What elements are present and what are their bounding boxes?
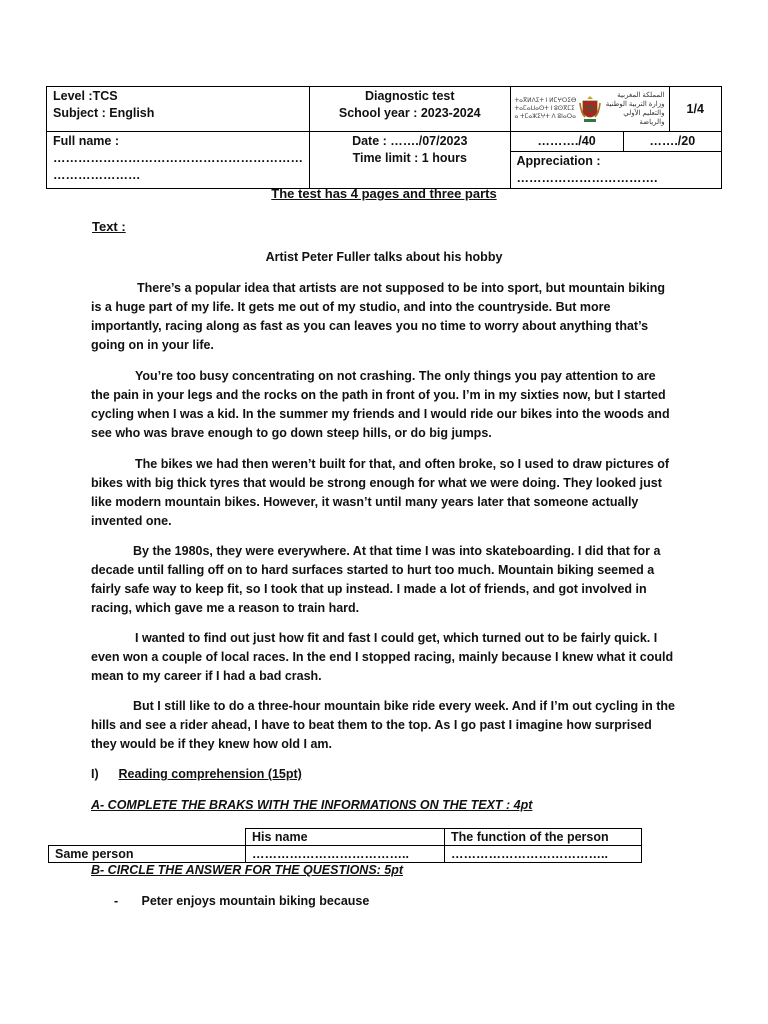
paragraph-3: The bikes we had then weren’t built for that, and often broke, so I used to draw pictures of bikes with big thick tyres that would be strong enough for what we were doing. They looked just like modern mountain bikes. However, it wasn’t until many years later that someone actually invented one. [91, 457, 670, 528]
score-20-cell: ……./20 [623, 132, 722, 152]
date-text: Date : ……./07/2023 [352, 134, 468, 148]
bullet-dash: - [114, 894, 119, 908]
name-dots-line-1: …………………………………………………… [53, 151, 303, 165]
paragraph-6: But I still like to do a three-hour mountain bike ride every week. And if I’m out cycling in the hills and see a rider ahead, I have to beat them to the top. As I go past I imagine how surprised they would be if they knew how old I am. [91, 699, 675, 751]
logo-tifinagh-text: ⵜⴰⴳⵍⴷⵉⵜ ⵏ ⵍⵎⵖⵔⵉⴱ ⵜⴰⵎⴰⵡⴰⵙⵜ ⵏ ⵓⵙⴳⵎⵉ ⴰ ⵜⵎⴰⵣⵉⵖⵜ ⴷ ⵓⵏⴰⵔⴰ [514, 98, 577, 120]
table-header-name: His name [246, 829, 445, 846]
table-header-function: The function of the person [445, 829, 642, 846]
table-cell [49, 829, 246, 846]
appreciation-cell: Appreciation : ……………………………. [510, 152, 722, 189]
task-a-instruction: A- COMPLETE THE BRAKS WITH THE INFORMATIONS ON THE TEXT : 4pt [91, 798, 533, 812]
header-table [46, 86, 722, 189]
section-number: I) [91, 767, 99, 781]
date-cell [310, 132, 511, 189]
ministry-logo-cell [510, 87, 669, 132]
score-40-cell: ………./40 [510, 132, 623, 152]
time-limit-text: Time limit : 1 hours [352, 151, 467, 165]
task-b-instruction: B- CIRCLE THE ANSWER FOR THE QUESTIONS: 5pt [91, 863, 404, 877]
section-label: Reading comprehension (15pt) [118, 767, 302, 781]
answer-table [48, 828, 642, 863]
page-number: 1/4 [669, 87, 722, 132]
subject-text: Subject : English [53, 106, 155, 120]
school-year: School year : 2023-2024 [338, 106, 481, 120]
question-item [114, 894, 369, 908]
function-answer-field[interactable]: ……………………………….. [445, 846, 642, 863]
logo-arabic-text: المملكة المغربية وزارة التربية الوطنية والتعليم الأولي والرياضة [605, 92, 665, 126]
text-label: Text : [92, 219, 126, 234]
section-reading-comprehension [91, 767, 302, 781]
test-title: Diagnostic test [364, 89, 455, 103]
question-text: Peter enjoys mountain biking because [141, 894, 370, 908]
paragraph-1: There’s a popular idea that artists are not supposed to be into sport, but mountain biking is a huge part of my life. It gets me out of my studio, and into the countryside. But more importantly, racing along as fast as you can leaves you no time to worry about anything that’s going on in your life. [91, 281, 666, 352]
table-row [49, 829, 642, 846]
row-label-same-person: Same person [49, 846, 246, 863]
paragraph-4: By the 1980s, they were everywhere. At that time I was into skateboarding. I did that for a decade until falling off on to hard surfaces started to hurt too much. Mountain biking seemed a fairly safe way to keep fit, so I took that up instead. I made a lot of friends, and got involved in racing, which gave me a reason to train hard. [91, 544, 661, 615]
table-row [49, 846, 642, 863]
test-title-cell [310, 87, 511, 132]
level-subject-cell [47, 87, 310, 132]
coat-of-arms-icon [579, 93, 601, 125]
name-dots-line-2: ………………… [53, 168, 141, 182]
article-title: Artist Peter Fuller talks about his hobby [265, 250, 503, 264]
paragraph-2: You’re too busy concentrating on not crashing. The only things you pay attention to are the pain in your legs and the rocks on the path in front of you. I’m in my sixties now, but I started cycling when I was a kid. In the summer my friends and I would ride our bikes into the woods and see who was brave enough to go down steep hills, or do big jumps. [91, 369, 670, 440]
test-info-heading: The test has 4 pages and three parts [271, 186, 497, 201]
paragraph-5: I wanted to find out just how fit and fast I could get, which turned out to be fairly quick. I even won a couple of local races. In the end I stopped racing, mainly because I knew what it could mean to my career if I had a bad crash. [91, 631, 674, 683]
full-name-cell [47, 132, 310, 189]
name-answer-field[interactable]: ……………………………….. [246, 846, 445, 863]
ministry-logo [515, 89, 665, 129]
full-name-label: Full name : [53, 134, 119, 148]
level-text: Level :TCS [53, 89, 118, 103]
